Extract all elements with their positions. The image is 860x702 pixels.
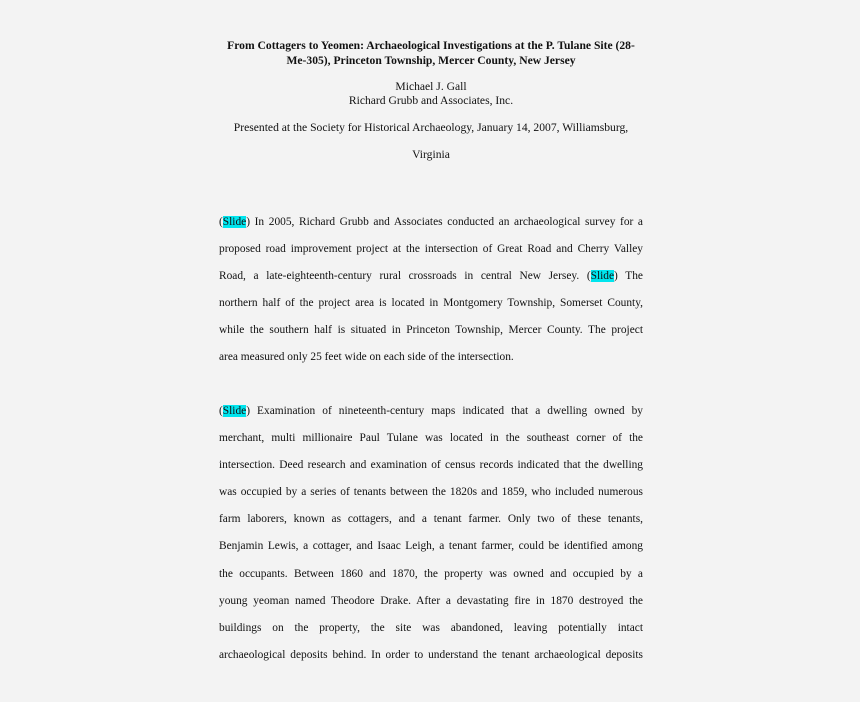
author-affiliation: Richard Grubb and Associates, Inc.	[348, 94, 514, 107]
p1-line-6: area measured only 25 feet wide on each side of the intersection.	[219, 351, 514, 364]
paragraph-1	[219, 209, 643, 372]
slide-marker: Slide	[590, 270, 615, 283]
p2-line-1: (Slide) Examination of nineteenth-century maps indicated that a dwelling owned by	[219, 405, 643, 417]
p1-line-2: proposed road improvement project at the intersection of Great Road and Cherry Valley	[219, 243, 643, 256]
paragraph-2	[219, 398, 643, 669]
p1-line-4: northern half of the project area is located in Montgomery Township, Somerset County,	[219, 297, 643, 310]
p2-line-9: buildings on the property, the site was abandoned, leaving potentially intact	[219, 621, 643, 634]
author-name: Michael J. Gall	[395, 80, 467, 93]
p2-line-5: farm laborers, known as cottagers, and a tenant farmer. Only two of these tenants,	[219, 513, 643, 526]
p2-line-2: merchant, multi millionaire Paul Tulane was located in the southeast corner of the	[219, 432, 643, 445]
p2-line-3: intersection. Deed research and examination of census records indicated that the dwelling	[219, 459, 643, 472]
p2-line-8: young yeoman named Theodore Drake. After a devastating fire in 1870 destroyed the	[219, 594, 643, 607]
p2-line-4: was occupied by a series of tenants between the 1820s and 1859, who included numerous	[219, 486, 643, 499]
p2-line-7: the occupants. Between 1860 and 1870, the property was owned and occupied by a	[219, 567, 643, 580]
slide-marker: Slide	[222, 405, 247, 417]
presented-line-2: Virginia	[412, 148, 450, 161]
title-line-1: From Cottagers to Yeomen: Archaeological Investigations at the P. Tulane Site (28-	[227, 39, 635, 52]
paper-title	[218, 39, 644, 68]
title-line-2: Me-305), Princeton Township, Mercer County, New Jersey	[286, 53, 576, 67]
p1-line-3: Road, a late-eighteenth-century rural crossroads in central New Jersey. (Slide) The	[219, 270, 643, 283]
p1-line-1: (Slide) In 2005, Richard Grubb and Associates conducted an archaeological survey for a	[219, 216, 643, 228]
slide-marker: Slide	[222, 216, 247, 228]
p1-line-5: while the southern half is situated in Princeton Township, Mercer County. The project	[219, 324, 643, 337]
p2-line-6: Benjamin Lewis, a cottager, and Isaac Leigh, a tenant farmer, could be identified among	[219, 540, 643, 553]
presented-line-1: Presented at the Society for Historical Archaeology, January 14, 2007, Williamsburg,	[233, 121, 629, 134]
p2-line-10: archaeological deposits behind. In order to understand the tenant archaeological deposits	[219, 648, 643, 661]
